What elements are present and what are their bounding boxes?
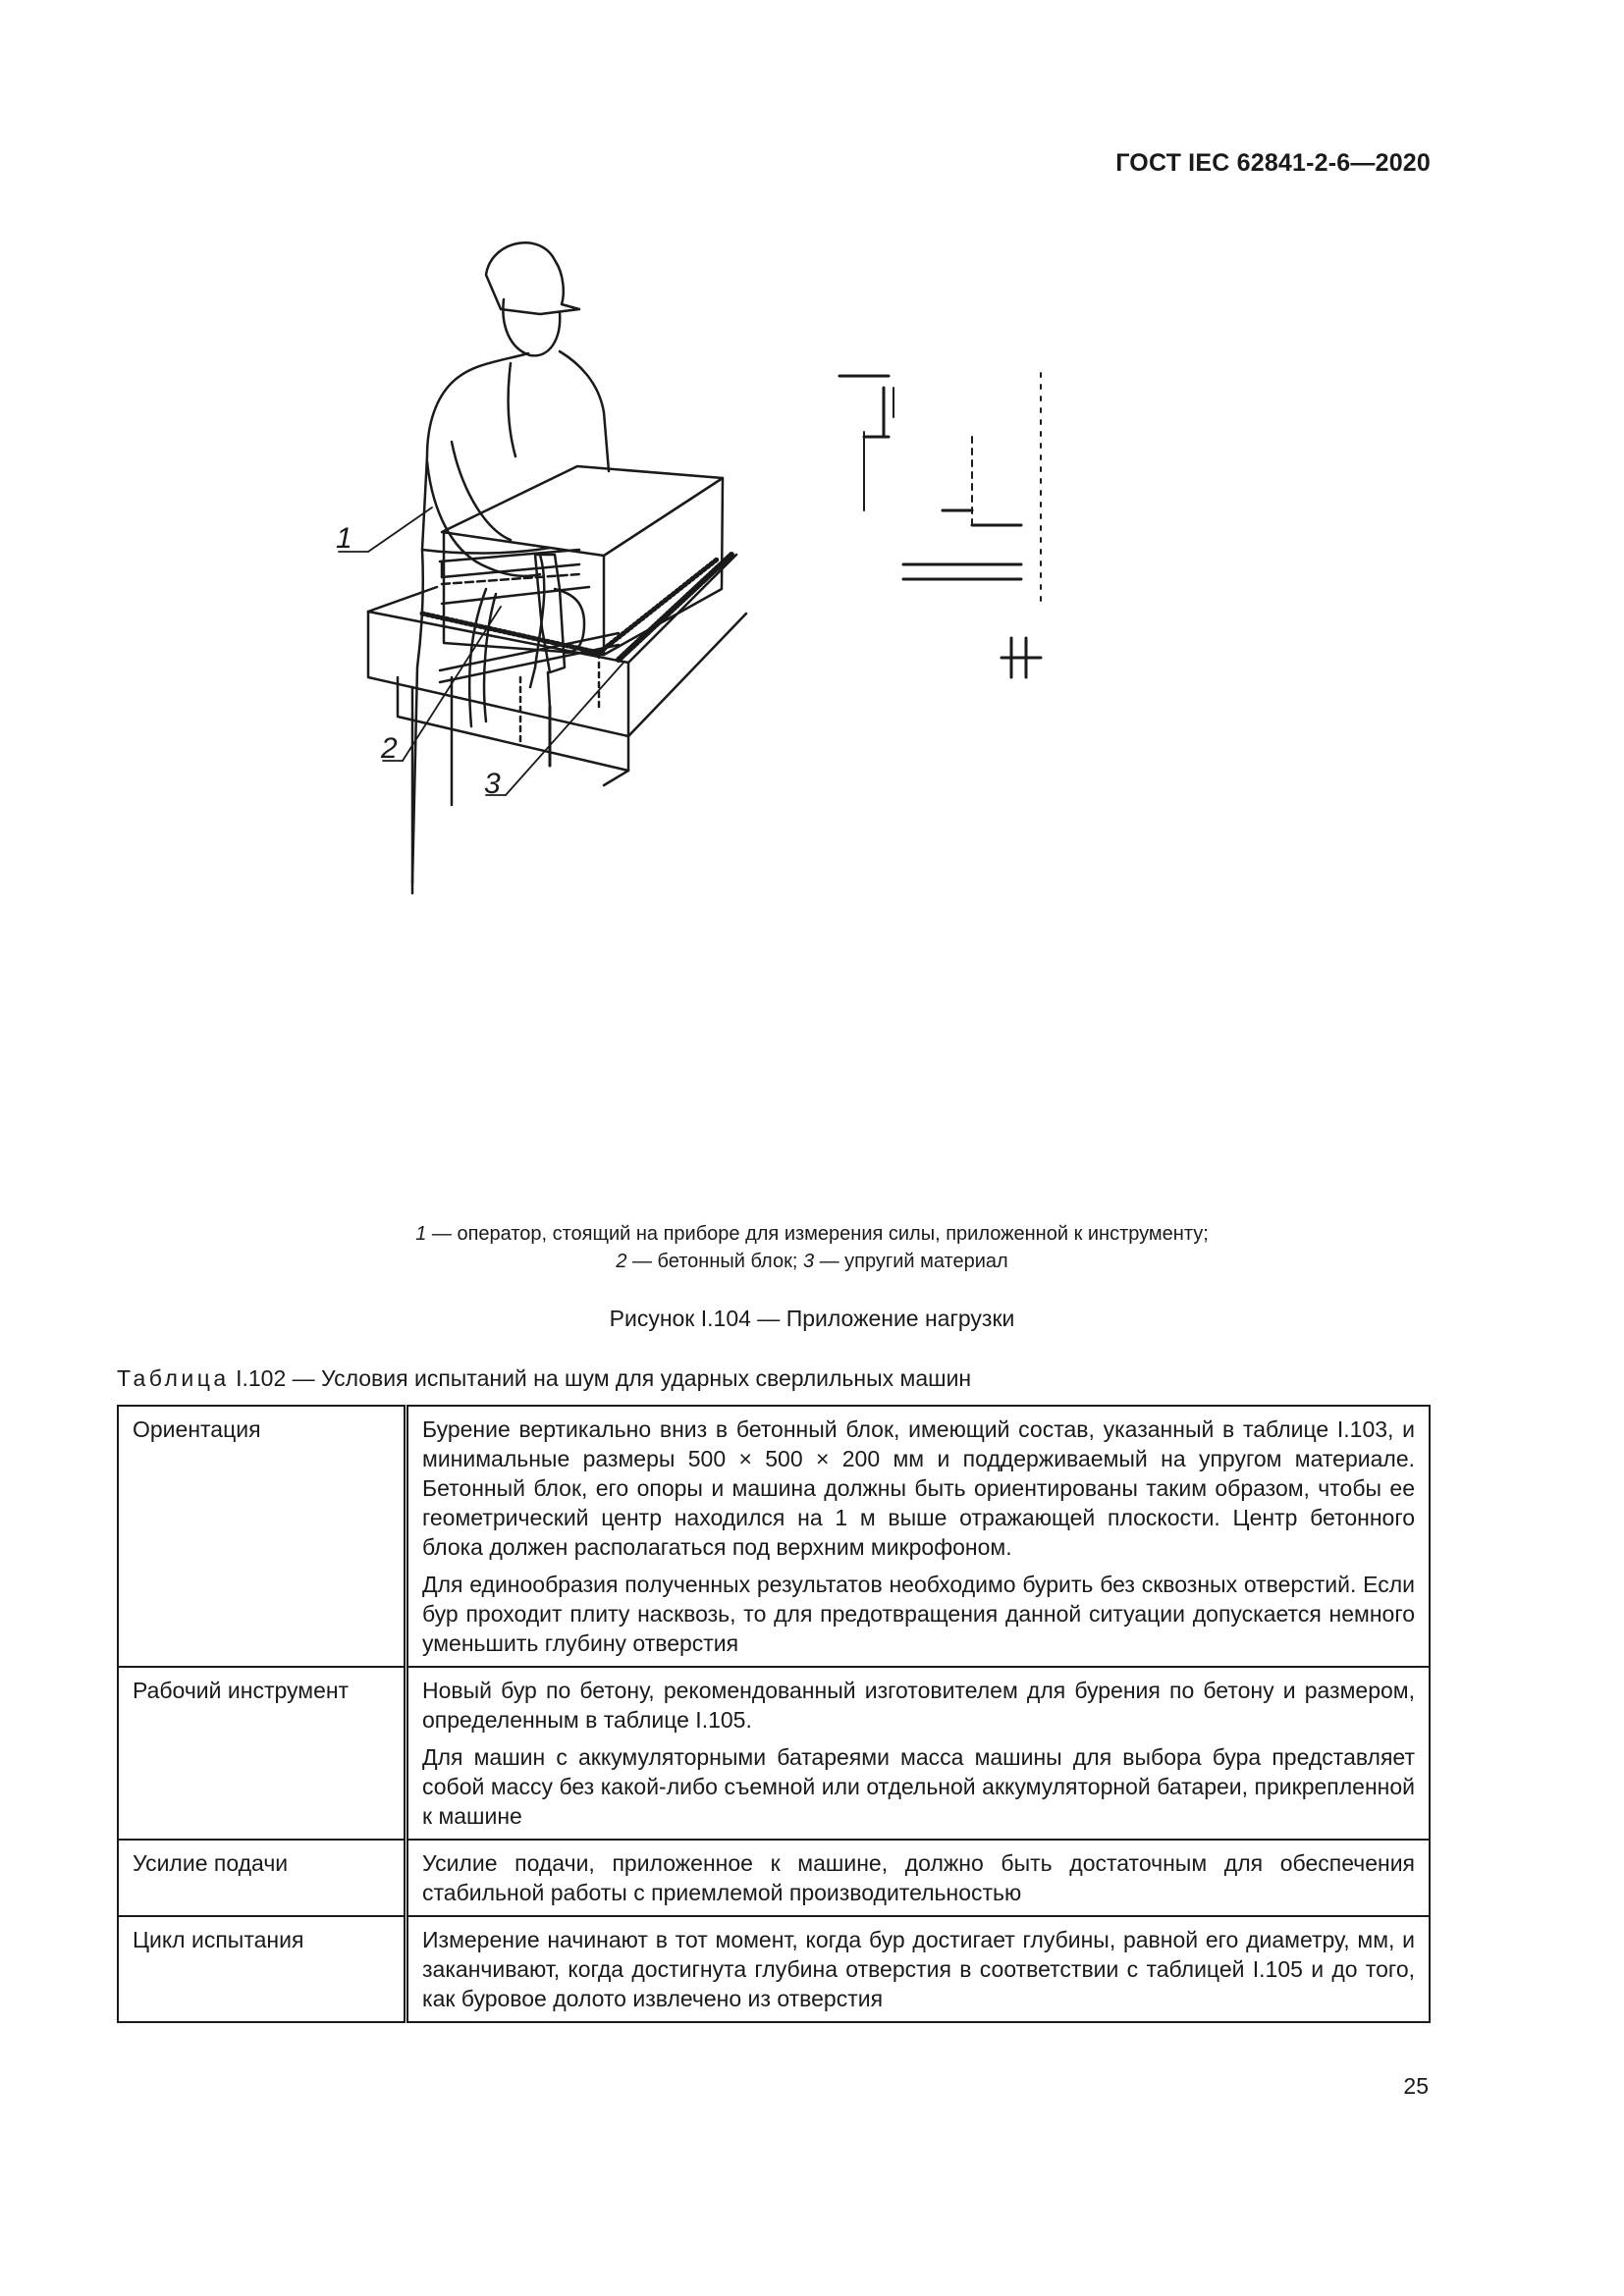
- background-bench: [440, 550, 619, 746]
- row-key-cell: Усилие подачи: [118, 1840, 406, 1916]
- operator-drilling-illustration: [336, 216, 1139, 1207]
- legend-text-1: — оператор, стоящий на приборе для измерения силы, приложенной к инструменту;: [426, 1223, 1209, 1245]
- callout-2: 2: [381, 732, 398, 765]
- legend-num-3: 3: [802, 1251, 815, 1272]
- paragraph: Для единообразия полученных результатов необходимо бурить без сквозных отверстий. Если бур проходит плиту насквозь, то для предотвращения данной ситуации допускается немного уменьшить глубину отверстия: [422, 1572, 1415, 1656]
- row-value-cell: [406, 1840, 1431, 1916]
- legend-text-3: — упругий материал: [814, 1251, 1008, 1272]
- paragraph: Для машин с аккумуляторными батареями масса машины для выбора бура представляет собой массу без какой-либо съемной или отдельной аккумуляторной батареи, прикрепленной к машине: [422, 1744, 1415, 1829]
- document-standard-header: ГОСТ IEC 62841-2-6—2020: [1115, 149, 1431, 177]
- paragraph: Новый бур по бетону, рекомендованный изготовителем для бурения по бетону и размером, определенным в таблице I.105.: [422, 1678, 1415, 1733]
- row-key-cell: Ориентация: [118, 1406, 406, 1667]
- row-key-cell: Цикл испытания: [118, 1916, 406, 2022]
- table-row: [118, 1840, 1430, 1916]
- background-wall-marks: [839, 373, 1041, 677]
- table-title: [117, 1365, 971, 1392]
- test-conditions-table: [117, 1405, 1431, 2023]
- figure-load-application: [336, 216, 1139, 1207]
- callout-3: 3: [484, 768, 501, 800]
- table-row: [118, 1667, 1430, 1840]
- legend-line-2: [118, 1248, 1506, 1275]
- table-row: [118, 1406, 1430, 1667]
- table-row: [118, 1916, 1430, 2022]
- legend-line-1: [118, 1220, 1506, 1248]
- figure-caption: Рисунок I.104 — Приложение нагрузки: [609, 1306, 1015, 1331]
- paragraph: Бурение вертикально вниз в бетонный блок, имеющий состав, указанный в таблице I.103, и минимальные размеры 500 × 500 × 200 мм и поддерживаемый на упругом материале. Бетонный блок, его опоры и машина должны быть ориентированы таким образом, чтобы ее геометрический центр находился на 1 м выше отражающей плоскости. Центр бетонного блока должен располагаться под верхним микрофоном.: [422, 1416, 1415, 1560]
- figure-legend: [118, 1220, 1506, 1275]
- paragraph: Усилие подачи, приложенное к машине, должно быть достаточным для обеспечения стабильной работы с приемлемой производительностью: [422, 1850, 1415, 1905]
- table-title-text: I.102 — Условия испытаний на шум для ударных сверлильных машин: [229, 1365, 972, 1391]
- legend-text-2: — бетонный блок;: [626, 1251, 803, 1272]
- row-key-cell: Рабочий инструмент: [118, 1667, 406, 1840]
- table-label: Таблица: [117, 1365, 230, 1391]
- row-value-cell: [406, 1667, 1431, 1840]
- paragraph: Измерение начинают в тот момент, когда бур достигает глубины, равной его диаметру, мм, и заканчивают, когда достигнута глубина отверстия в соответствии с таблицей I.105 и до того, как буровое долото извлечено из отверстия: [422, 1927, 1415, 2011]
- legend-num-1: 1: [415, 1223, 427, 1245]
- row-value-cell: [406, 1916, 1431, 2022]
- page-number: 25: [1403, 2073, 1429, 2099]
- legend-num-2: 2: [616, 1251, 627, 1272]
- callout-1: 1: [336, 522, 352, 555]
- row-value-cell: [406, 1406, 1431, 1667]
